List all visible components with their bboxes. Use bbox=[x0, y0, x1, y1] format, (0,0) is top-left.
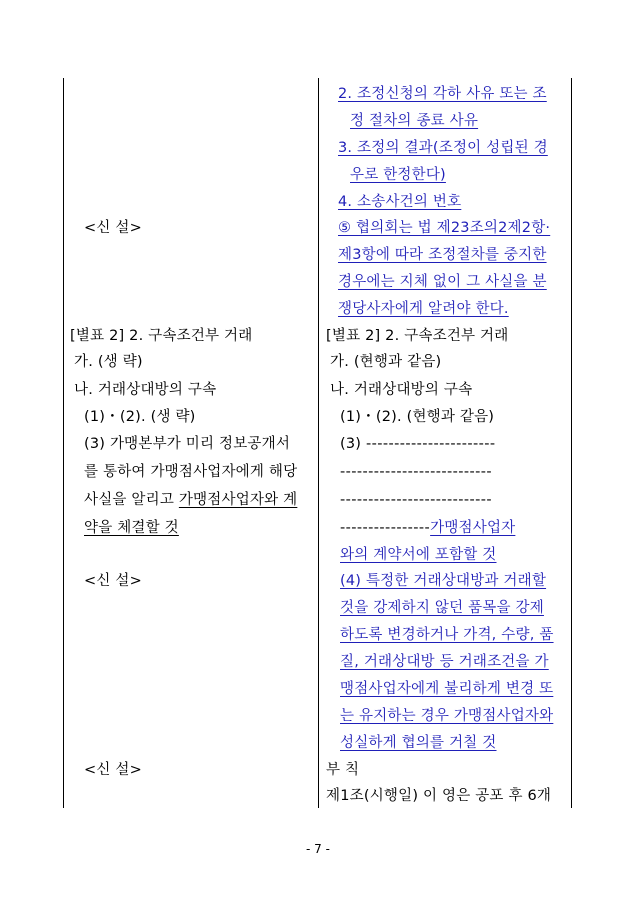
appendix-header: [별표 2] 2. 구속조건부 거래 bbox=[326, 328, 509, 344]
item-na: 나. 거래상대방의 구속 bbox=[74, 382, 217, 398]
addendum-heading: 부 칙 bbox=[326, 762, 360, 778]
amended-text: 가맹점사업자 bbox=[430, 520, 516, 536]
item-1-2: (1)・(2). (생 략) bbox=[84, 409, 196, 425]
amended-line: 와의 계약서에 포함할 것 bbox=[340, 547, 497, 563]
amended-line: 4. 소송사건의 번호 bbox=[338, 194, 462, 210]
amended-line: (4) 특정한 거래상대방과 거래할 bbox=[340, 573, 547, 589]
item-3-text: 사실을 알리고 bbox=[84, 492, 179, 508]
new-marker: <신 설> bbox=[84, 573, 142, 589]
amended-line: 성실하게 협의를 거칠 것 bbox=[340, 735, 497, 751]
amended-line: 쟁당사자에게 알려야 한다. bbox=[338, 301, 509, 317]
dash-placeholder: ----------------------- bbox=[365, 436, 496, 452]
item-3-line: 약을 체결할 것 bbox=[84, 520, 179, 536]
amended-line: 질, 거래상대방 등 거래조건을 가 bbox=[340, 654, 549, 670]
article-1: 제1조(시행일) 이 영은 공포 후 6개 bbox=[326, 788, 552, 804]
item-3-label: (3) bbox=[340, 436, 366, 452]
amended-line: 2. 조정신청의 각하 사유 또는 조 bbox=[338, 86, 547, 102]
page-number: - 7 - bbox=[306, 842, 330, 856]
item-na: 나. 거래상대방의 구속 bbox=[330, 382, 473, 398]
amended-line: 맹점사업자에게 불리하게 변경 또 bbox=[340, 681, 554, 697]
item-ga: 가. (현행과 같음) bbox=[330, 354, 442, 370]
amended-line: 경우에는 지체 없이 그 사실을 분 bbox=[338, 274, 547, 290]
left-border bbox=[63, 78, 64, 808]
item-3-underlined: 가맹점사업자와 계 bbox=[178, 492, 298, 508]
amended-line: 제3항에 따라 조정절차를 중지한 bbox=[338, 247, 547, 263]
amended-line: 하도록 변경하거나 가격, 수량, 품 bbox=[340, 627, 554, 643]
right-border bbox=[571, 78, 572, 808]
amended-line: 우로 한정한다) bbox=[350, 167, 446, 183]
amended-line: 3. 조정의 결과(조정이 성립된 경 bbox=[338, 140, 548, 156]
amended-line: 것을 강제하지 않던 품목을 강제 bbox=[340, 600, 544, 616]
item-3-line bbox=[340, 434, 496, 454]
appendix-header: [별표 2] 2. 구속조건부 거래 bbox=[70, 328, 253, 344]
item-1-2: (1)・(2). (현행과 같음) bbox=[340, 409, 495, 425]
item-3-line: (3) 가맹본부가 미리 정보공개서 bbox=[84, 436, 291, 452]
item-ga: 가. (생 략) bbox=[74, 354, 143, 370]
dash-placeholder: --------------------------- bbox=[340, 464, 493, 480]
dash-placeholder: --------------------------- bbox=[340, 492, 493, 508]
middle-divider bbox=[318, 78, 319, 808]
amended-line: 정 절차의 종료 사유 bbox=[350, 113, 479, 129]
item-3-line: 를 통하여 가맹점사업자에게 해당 bbox=[84, 464, 298, 480]
amended-line: 는 유지하는 경우 가맹점사업자와 bbox=[340, 708, 554, 724]
new-marker: <신 설> bbox=[84, 762, 142, 778]
amended-line: ⑤ 협의회는 법 제23조의2제2항· bbox=[338, 220, 551, 236]
item-3-line bbox=[84, 490, 297, 510]
dash-placeholder: ---------------- bbox=[340, 520, 431, 536]
new-marker: <신 설> bbox=[84, 220, 142, 236]
item-3-line bbox=[340, 518, 515, 538]
